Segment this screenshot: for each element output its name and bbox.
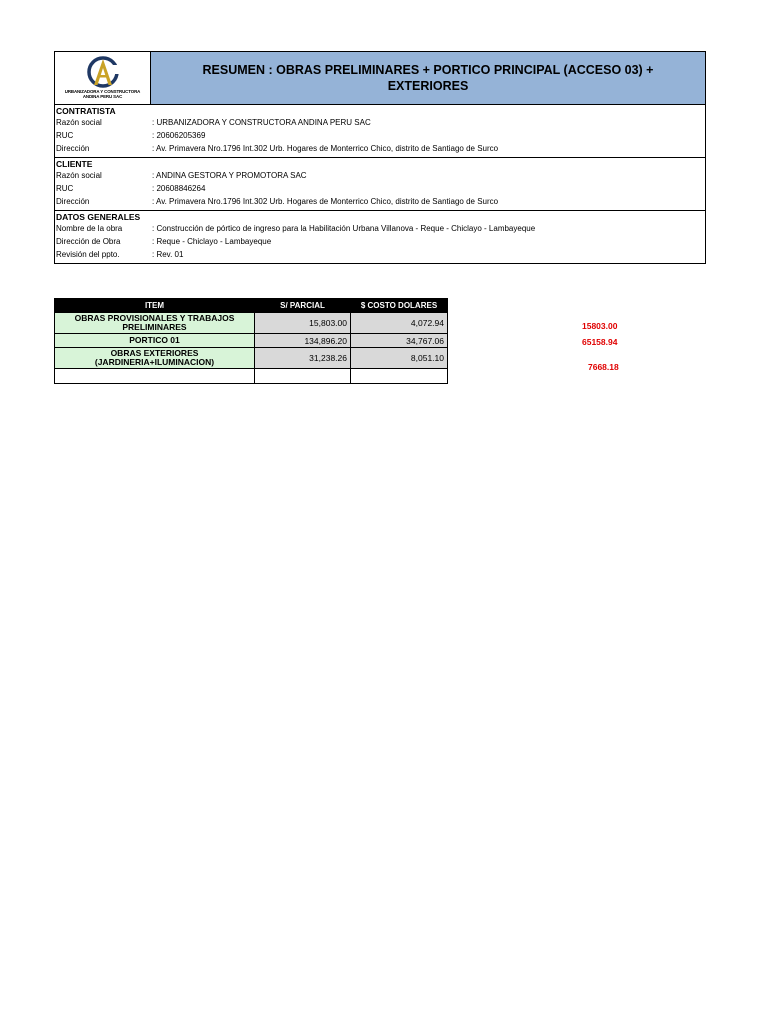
field-label: Revisión del ppto.: [56, 250, 120, 259]
company-logo-cell: [55, 52, 151, 104]
field-label: Nombre de la obra: [56, 224, 123, 233]
info-row: [56, 248, 705, 261]
info-row: [56, 142, 705, 155]
field-value: : URBANIZADORA Y CONSTRUCTORA ANDINA PERU SAC: [152, 118, 371, 127]
info-row: [56, 116, 705, 129]
summary-table: [54, 298, 448, 384]
field-label: Razón social: [56, 171, 102, 180]
dolares-cell[interactable]: 34,767.06: [351, 334, 448, 348]
section-title: CLIENTE: [56, 159, 93, 169]
table-row: [55, 334, 448, 348]
column-header: ITEM: [55, 299, 255, 313]
parcial-cell[interactable]: 31,238.26: [255, 348, 351, 369]
field-value: : Rev. 01: [152, 250, 184, 259]
field-value: : ANDINA GESTORA Y PROMOTORA SAC: [152, 171, 307, 180]
page-title: RESUMEN : OBRAS PRELIMINARES + PORTICO PRINCIPAL (ACCESO 03) + EXTERIORES: [151, 52, 705, 104]
field-label: Dirección: [56, 197, 90, 206]
empty-table-row: [55, 369, 448, 384]
field-value: : Reque - Chiclayo - Lambayeque: [152, 237, 272, 246]
logo-caption-line2: ANDINA PERU SAC: [82, 94, 123, 99]
parcial-cell[interactable]: 15,803.00: [255, 313, 351, 334]
field-label: RUC: [56, 184, 74, 193]
field-label: Dirección: [56, 144, 90, 153]
info-row: [56, 129, 705, 142]
table-header-row: [55, 299, 448, 313]
company-logo-icon: [83, 55, 123, 89]
field-value: : 20606205369: [152, 131, 206, 140]
summary-sheet: [54, 51, 706, 264]
section-title: CONTRATISTA: [56, 106, 116, 116]
item-cell[interactable]: PORTICO 01: [55, 334, 255, 348]
section-title: DATOS GENERALES: [56, 212, 141, 222]
field-value: : Av. Primavera Nro.1796 Int.302 Urb. Hogares de Monterrico Chico, distrito de Santiago de Surco: [152, 197, 499, 206]
side-note-1: 15803.00: [582, 321, 618, 331]
parcial-cell[interactable]: 134,896.20: [255, 334, 351, 348]
dolares-cell[interactable]: 4,072.94: [351, 313, 448, 334]
info-row: [56, 195, 705, 208]
info-row: [56, 235, 705, 248]
field-label: Dirección de Obra: [56, 237, 121, 246]
info-row: [56, 182, 705, 195]
datos-generales-section: [55, 211, 705, 263]
item-cell[interactable]: OBRAS PROVISIONALES Y TRABAJOS PRELIMINARES: [55, 313, 255, 334]
empty-cell[interactable]: [55, 369, 255, 384]
field-value: : Av. Primavera Nro.1796 Int.302 Urb. Hogares de Monterrico Chico, distrito de Santiago de Surco: [152, 144, 499, 153]
field-label: Razón social: [56, 118, 102, 127]
empty-cell[interactable]: [255, 369, 351, 384]
table-row: [55, 313, 448, 334]
table-row: [55, 348, 448, 369]
column-header: $ COSTO DOLARES: [351, 299, 448, 313]
field-value: : 20608846264: [152, 184, 206, 193]
contratista-section: [55, 105, 705, 158]
item-cell[interactable]: OBRAS EXTERIORES (JARDINERIA+ILUMINACION): [55, 348, 255, 369]
empty-cell[interactable]: [351, 369, 448, 384]
side-note-2: 65158.94: [582, 337, 618, 347]
field-value: : Construcción de pórtico de ingreso para la Habilitación Urbana Villanova - Reque - Chiclayo - Lambayeque: [152, 224, 536, 233]
dolares-cell[interactable]: 8,051.10: [351, 348, 448, 369]
logo-caption-line1: URBANIZADORA Y CONSTRUCTORA: [64, 89, 141, 94]
side-note-3: 7668.18: [588, 362, 619, 372]
sheet-header: [55, 52, 705, 105]
info-row: [56, 222, 705, 235]
info-row: [56, 169, 705, 182]
column-header: S/ PARCIAL: [255, 299, 351, 313]
field-label: RUC: [56, 131, 74, 140]
cliente-section: [55, 158, 705, 211]
